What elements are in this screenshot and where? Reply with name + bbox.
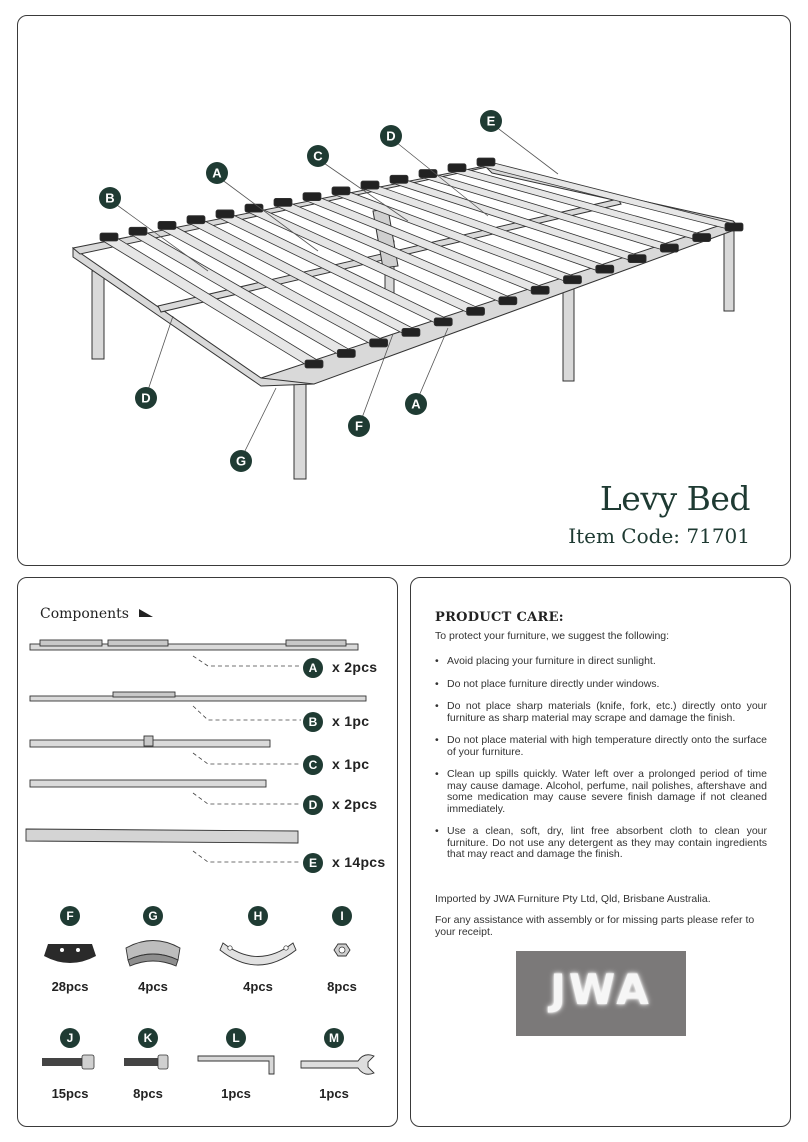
components-heading: Components — [40, 606, 153, 622]
svg-text:E: E — [486, 113, 496, 129]
slat-cap — [216, 210, 234, 218]
slat-cap — [305, 360, 323, 368]
slat-cap — [660, 244, 678, 252]
badge-H — [248, 906, 268, 926]
badge-J — [60, 1028, 80, 1048]
part-F-drawing — [44, 944, 96, 963]
svg-text:K: K — [143, 1031, 153, 1045]
product-title: Levy Bed — [599, 479, 750, 518]
callout-G — [230, 450, 252, 472]
badge-F — [60, 906, 80, 926]
svg-text:A: A — [212, 165, 222, 181]
slat-cap — [337, 349, 355, 357]
slat-cap — [361, 181, 379, 189]
slat-cap — [402, 328, 420, 336]
care-item: • Use a clean, soft, dry, lint free absorbent cloth to clean your furniture. Do not use any detergent as they may contain ingredients that may react and damage the finish. — [435, 826, 767, 861]
care-item: • Do not place material with high temperature directly onto the surface of your furniture. — [435, 735, 767, 758]
svg-text:A: A — [411, 396, 421, 412]
svg-text:F: F — [355, 418, 363, 434]
leg — [724, 231, 734, 311]
slat-cap — [725, 223, 743, 231]
slat-cap — [390, 175, 408, 183]
imported-by-text: Imported by JWA Furniture Pty Ltd, Qld, Brisbane Australia. — [435, 893, 711, 905]
leg — [563, 286, 574, 381]
badge-E — [303, 853, 323, 873]
svg-text:F: F — [66, 909, 74, 923]
care-item: • Do not place furniture directly under windows. — [435, 679, 767, 691]
count-G: 4pcs — [138, 979, 168, 994]
care-title: PRODUCT CARE: — [435, 610, 564, 625]
slat-cap — [303, 193, 321, 201]
callout-B — [99, 187, 121, 209]
svg-text:C: C — [308, 758, 318, 772]
item-code: Item Code: 71701 — [568, 524, 750, 548]
qty-C: x 1pc — [332, 756, 370, 772]
qty-D: x 2pcs — [332, 796, 378, 812]
count-J: 15pcs — [51, 1086, 89, 1101]
badge-B — [303, 712, 323, 732]
assistance-text: For any assistance with assembly or for missing parts please refer to your receipt. — [435, 914, 755, 938]
care-item: • Clean up spills quickly. Water left over a prolonged period of time may cause damage. Alcohol, perfume, nail polishes, aftershave and some medication may cause severe finish damage if not cleaned immediately. — [435, 769, 767, 815]
part-J-drawing — [42, 1055, 94, 1069]
slat-cap — [370, 339, 388, 347]
count-L: 1pcs — [221, 1086, 251, 1101]
svg-text:G: G — [148, 909, 158, 923]
svg-text:E: E — [308, 856, 318, 870]
part-E-drawing — [26, 829, 298, 843]
callout-A-right — [405, 393, 427, 415]
part-M-drawing — [301, 1055, 374, 1074]
slat-cap — [332, 187, 350, 195]
count-H: 4pcs — [243, 979, 273, 994]
svg-text:G: G — [235, 453, 247, 469]
jwa-logo — [516, 951, 686, 1036]
svg-text:D: D — [308, 798, 318, 812]
badge-A — [303, 658, 323, 678]
svg-text:A: A — [308, 661, 318, 675]
badge-L — [226, 1028, 246, 1048]
svg-text:D: D — [386, 128, 396, 144]
badge-C — [303, 755, 323, 775]
slat-cap — [628, 255, 646, 263]
slat-cap — [129, 227, 147, 235]
care-intro: To protect your furniture, we suggest the following: — [435, 630, 670, 642]
badge-I — [332, 906, 352, 926]
slat-cap — [563, 276, 581, 284]
leg — [294, 374, 306, 479]
slat-cap — [596, 265, 614, 273]
slat-cap — [434, 318, 452, 326]
slat-cap — [448, 164, 466, 172]
svg-text:J: J — [66, 1031, 74, 1045]
part-K-drawing — [124, 1055, 168, 1069]
care-list — [435, 656, 767, 872]
slat-cap — [499, 297, 517, 305]
slat-cap — [477, 158, 495, 166]
bed-diagram-panel — [17, 15, 791, 566]
svg-text:I: I — [340, 909, 344, 923]
leg — [92, 271, 104, 359]
svg-text:D: D — [141, 390, 151, 406]
frame-part-badges — [303, 658, 323, 873]
qty-E: x 14pcs — [332, 854, 386, 870]
count-M: 1pcs — [319, 1086, 349, 1101]
callout-A — [206, 162, 228, 184]
count-F: 28pcs — [51, 979, 89, 994]
part-L-drawing — [198, 1056, 274, 1074]
components-panel — [17, 577, 398, 1127]
slat-cap — [693, 234, 711, 242]
callout-D-top — [480, 110, 502, 132]
product-care-panel — [410, 577, 791, 1127]
slat-cap — [419, 170, 437, 178]
svg-text:B: B — [105, 190, 115, 206]
svg-text:C: C — [313, 148, 323, 164]
callout-E — [380, 125, 402, 147]
callout-C — [307, 145, 329, 167]
jwa-logo-text: JWA — [550, 965, 652, 1014]
part-D-drawing — [30, 780, 266, 787]
slat-cap — [187, 216, 205, 224]
callout-F — [348, 415, 370, 437]
qty-A: x 2pcs — [332, 659, 378, 675]
part-B-drawing — [30, 696, 366, 701]
badge-K — [138, 1028, 158, 1048]
count-I: 8pcs — [327, 979, 357, 994]
qty-B: x 1pc — [332, 713, 370, 729]
care-item: • Do not place sharp materials (knife, fork, etc.) directly onto your furniture as sharp material may scrape and damage the finish. — [435, 701, 767, 724]
svg-text:B: B — [308, 715, 318, 729]
slat-cap — [100, 233, 118, 241]
slat-cap — [531, 286, 549, 294]
slat-cap — [467, 307, 485, 315]
svg-text:L: L — [232, 1031, 240, 1045]
badge-G — [143, 906, 163, 926]
care-item: • Avoid placing your furniture in direct sunlight. — [435, 656, 767, 668]
badge-M — [324, 1028, 344, 1048]
svg-text:M: M — [329, 1031, 339, 1045]
slat-cap — [158, 221, 176, 229]
count-K: 8pcs — [133, 1086, 163, 1101]
badge-D — [303, 795, 323, 815]
callout-D-bottom — [135, 387, 157, 409]
slat-cap — [274, 198, 292, 206]
svg-text:H: H — [253, 909, 263, 923]
